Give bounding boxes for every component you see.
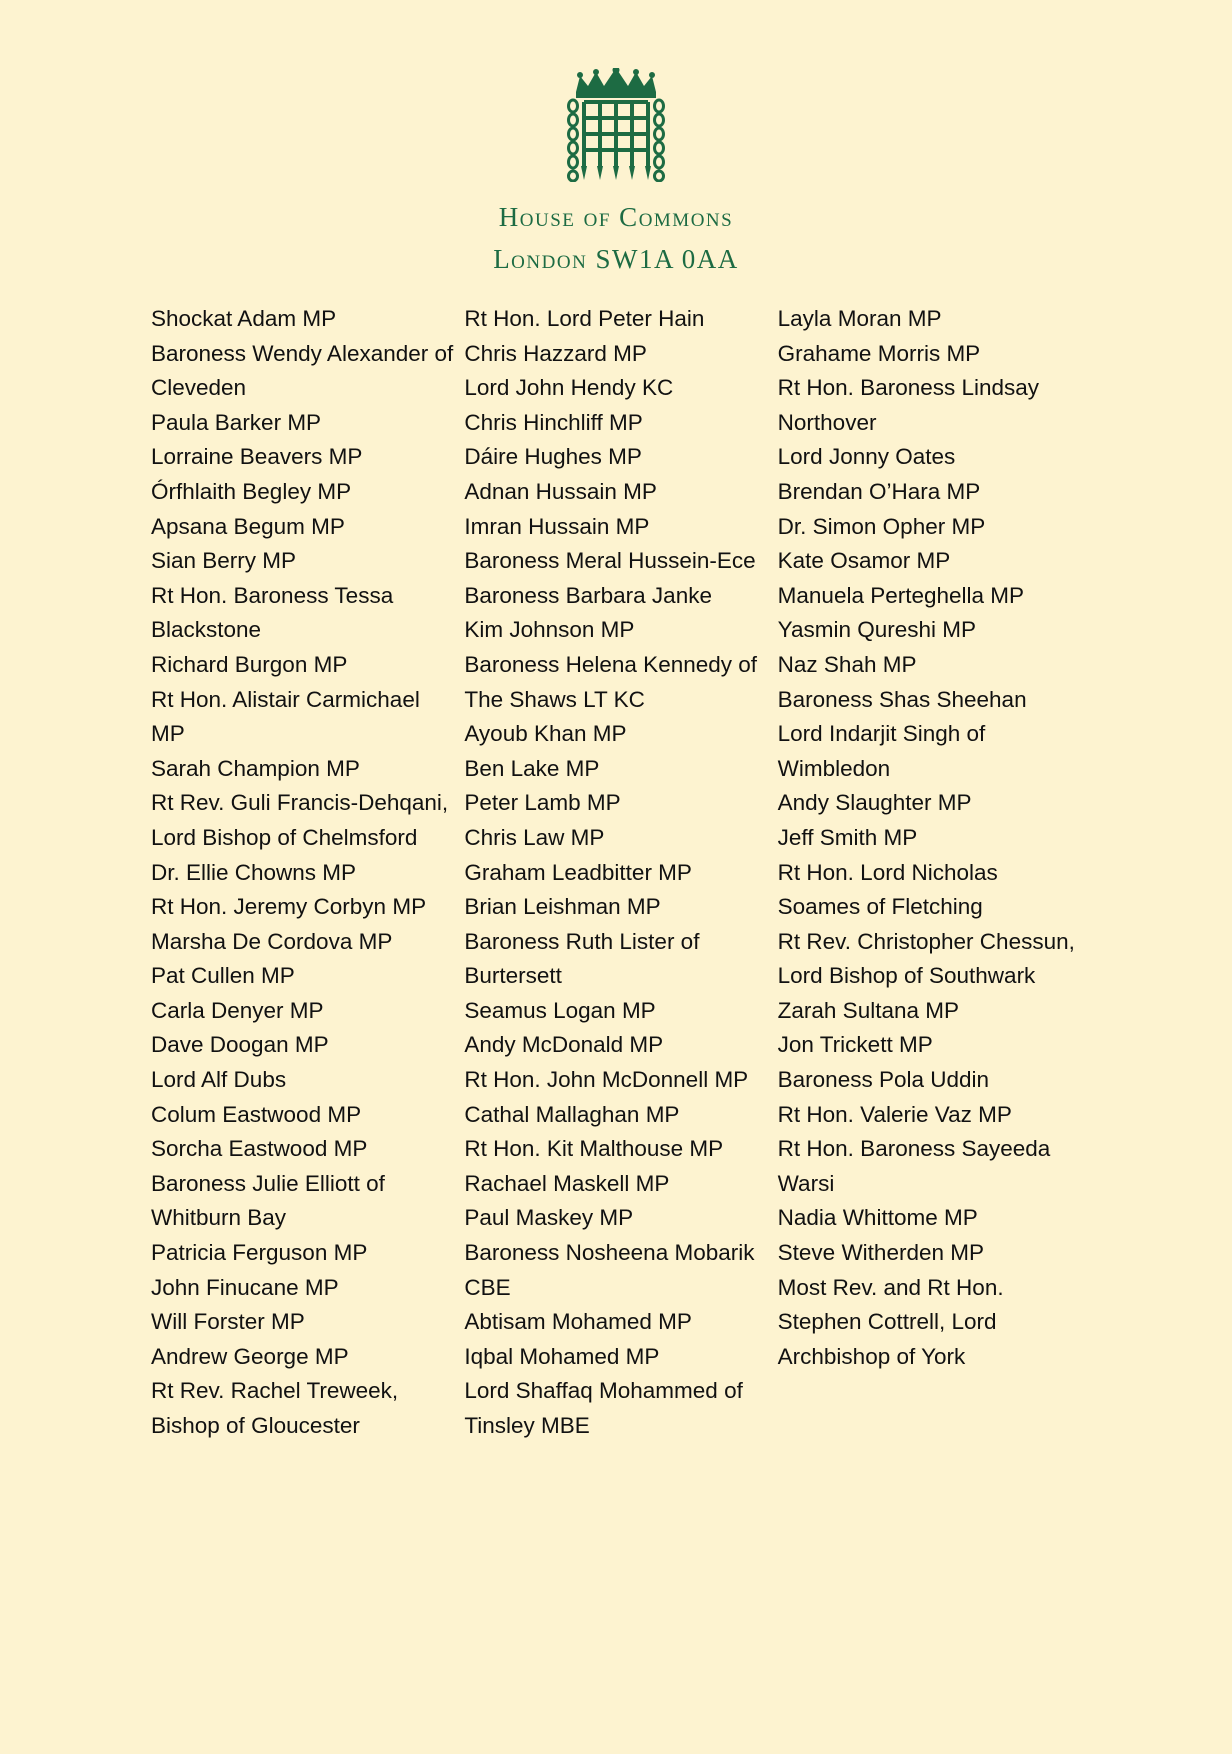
signatory-name: Rt Hon. Lord Peter Hain xyxy=(464,306,705,331)
signatory-name: Sarah Champion MP xyxy=(151,755,360,781)
signatory-name: Iqbal Mohamed MP xyxy=(464,1343,660,1369)
signatory-name: Baroness Julie Elliott of Whitburn Bay xyxy=(151,1170,385,1231)
signatory-name: Baroness Wendy Alexander of Cleveden xyxy=(151,340,454,401)
signatory-name: Jeff Smith MP xyxy=(777,824,918,850)
signatory-name: Marsha De Cordova MP xyxy=(151,928,393,954)
signatory-name: Cathal Mallaghan MP xyxy=(464,1101,680,1127)
signatory-name: Grahame Morris MP xyxy=(777,340,981,366)
signatory-name: Órfhlaith Begley MP xyxy=(151,478,352,504)
signatory-name: Yasmin Qureshi MP xyxy=(777,617,977,643)
signatory-name: Apsana Begum MP xyxy=(151,513,345,539)
signatory-name: Ben Lake MP xyxy=(464,755,600,781)
signatory-name: Jon Trickett MP xyxy=(777,1032,933,1058)
signatory-name: Lord John Hendy KC xyxy=(464,375,674,401)
signatory-name: Will Forster MP xyxy=(151,1309,305,1335)
signatory-name: Colum Eastwood MP xyxy=(151,1101,362,1127)
signatory-name: Rt Hon. Baroness Tessa Blackstone xyxy=(151,582,394,643)
signatory-name: Rt Hon. Alistair Carmichael MP xyxy=(151,686,420,747)
signatory-name: Chris Hinchliff MP xyxy=(464,409,643,435)
signatory-name: Lorraine Beavers MP xyxy=(151,444,363,470)
signatory-name: Dr. Ellie Chowns MP xyxy=(151,859,357,885)
signatory-name: Pat Cullen MP xyxy=(151,963,295,989)
signatory-name: Baroness Meral Hussein-Ece xyxy=(464,548,756,574)
signatory-name: Chris Law MP xyxy=(464,824,605,850)
signatory-name: Baroness Ruth Lister of Burtersett xyxy=(464,928,700,989)
signatory-name: Dave Doogan MP xyxy=(151,1032,329,1058)
signatory-name: Kate Osamor MP xyxy=(777,548,951,574)
signatory-name: Sian Berry MP xyxy=(151,548,297,574)
signatory-name: Rachael Maskell MP xyxy=(464,1170,670,1196)
signatory-name: Peter Lamb MP xyxy=(464,790,621,816)
signatory-name: Abtisam Mohamed MP xyxy=(464,1309,692,1335)
signatory-name: Dr. Simon Opher MP xyxy=(777,513,986,539)
signatory-name: Andrew George MP xyxy=(151,1343,349,1369)
signatory-name: Rt Hon. Jeremy Corbyn MP xyxy=(151,894,427,920)
signatory-name: Rt Hon. Lord Nicholas Soames of Fletching xyxy=(777,859,998,920)
signatory-name: Rt Hon. Kit Malthouse MP xyxy=(464,1136,724,1162)
signatory-name: Paula Barker MP xyxy=(151,409,322,435)
signatory-name: Rt Hon. John McDonnell MP xyxy=(464,1067,749,1093)
signatory-name: John Finucane MP xyxy=(151,1274,339,1300)
signatory-name: Andy Slaughter MP xyxy=(777,790,972,816)
signatory-name: Rt Hon. Baroness Sayeeda Warsi xyxy=(777,1136,1051,1196)
signatory-list xyxy=(151,302,1091,1444)
signatory-name: Zarah Sultana MP xyxy=(777,997,959,1023)
signatory-name: Shockat Adam MP xyxy=(151,306,337,331)
signatory-name: Richard Burgon MP xyxy=(151,651,348,677)
signatory-name: Graham Leadbitter MP xyxy=(464,859,692,885)
signatory-name: Andy McDonald MP xyxy=(464,1032,664,1058)
signatory-name: Patricia Ferguson MP xyxy=(151,1240,368,1266)
signatory-name: Brian Leishman MP xyxy=(464,894,661,920)
signatory-name: Rt Rev. Christopher Chessun, Lord Bishop of Southwark xyxy=(777,928,1075,989)
signatory-name: Rt Hon. Baroness Lindsay Northover xyxy=(777,375,1040,435)
signatory-name: Baroness Pola Uddin xyxy=(777,1067,990,1093)
signatory-name: Kim Johnson MP xyxy=(464,617,635,643)
signatory-name: Carla Denyer MP xyxy=(151,997,324,1023)
signatory-name: Naz Shah MP xyxy=(777,651,917,677)
signatory-name: Nadia Whittome MP xyxy=(777,1205,978,1231)
signatory-name: Most Rev. and Rt Hon. Stephen Cottrell, Lord Archbishop of York xyxy=(777,1274,1004,1369)
signatory-column-3 xyxy=(778,302,1091,1444)
signatory-name: Baroness Barbara Janke xyxy=(464,582,712,608)
letterhead xyxy=(0,68,1232,280)
portcullis-icon xyxy=(566,68,666,182)
signatory-name: Rt Rev. Guli Francis-Dehqani, Lord Bishop of Chelmsford xyxy=(151,790,449,850)
signatory-name: Seamus Logan MP xyxy=(464,997,656,1023)
signatory-name: Paul Maskey MP xyxy=(464,1205,634,1231)
signatory-name: Layla Moran MP xyxy=(777,306,942,331)
signatory-name: Ayoub Khan MP xyxy=(464,721,627,747)
signatory-name: Lord Alf Dubs xyxy=(151,1067,287,1093)
signatory-name: Baroness Nosheena Mobarik CBE xyxy=(464,1240,755,1300)
signatory-name: Manuela Perteghella MP xyxy=(777,582,1025,608)
organisation-address: London SW1A 0AA xyxy=(493,244,739,274)
signatory-name: Dáire Hughes MP xyxy=(464,444,642,470)
signatory-name: Lord Jonny Oates xyxy=(777,444,956,470)
signatory-name: Steve Witherden MP xyxy=(777,1240,984,1266)
signatory-name: Sorcha Eastwood MP xyxy=(151,1136,368,1162)
signatory-name: Rt Rev. Rachel Treweek, Bishop of Gloucester xyxy=(151,1378,399,1438)
signatory-name: Adnan Hussain MP xyxy=(464,478,657,504)
organisation-name: House of Commons xyxy=(498,202,734,232)
signatory-column-1 xyxy=(151,302,464,1444)
signatory-name: Imran Hussain MP xyxy=(464,513,650,539)
signatory-name: Baroness Helena Kennedy of The Shaws LT KC xyxy=(464,651,758,712)
signatory-name: Lord Shaffaq Mohammed of Tinsley MBE xyxy=(464,1378,743,1438)
signatory-name: Lord Indarjit Singh of Wimbledon xyxy=(777,721,986,781)
signatory-name: Brendan O’Hara MP xyxy=(777,478,981,504)
signatory-name: Chris Hazzard MP xyxy=(464,340,647,366)
signatory-name: Baroness Shas Sheehan xyxy=(777,686,1027,712)
signatory-name: Rt Hon. Valerie Vaz MP xyxy=(777,1101,1012,1127)
signatory-column-2 xyxy=(464,302,777,1444)
